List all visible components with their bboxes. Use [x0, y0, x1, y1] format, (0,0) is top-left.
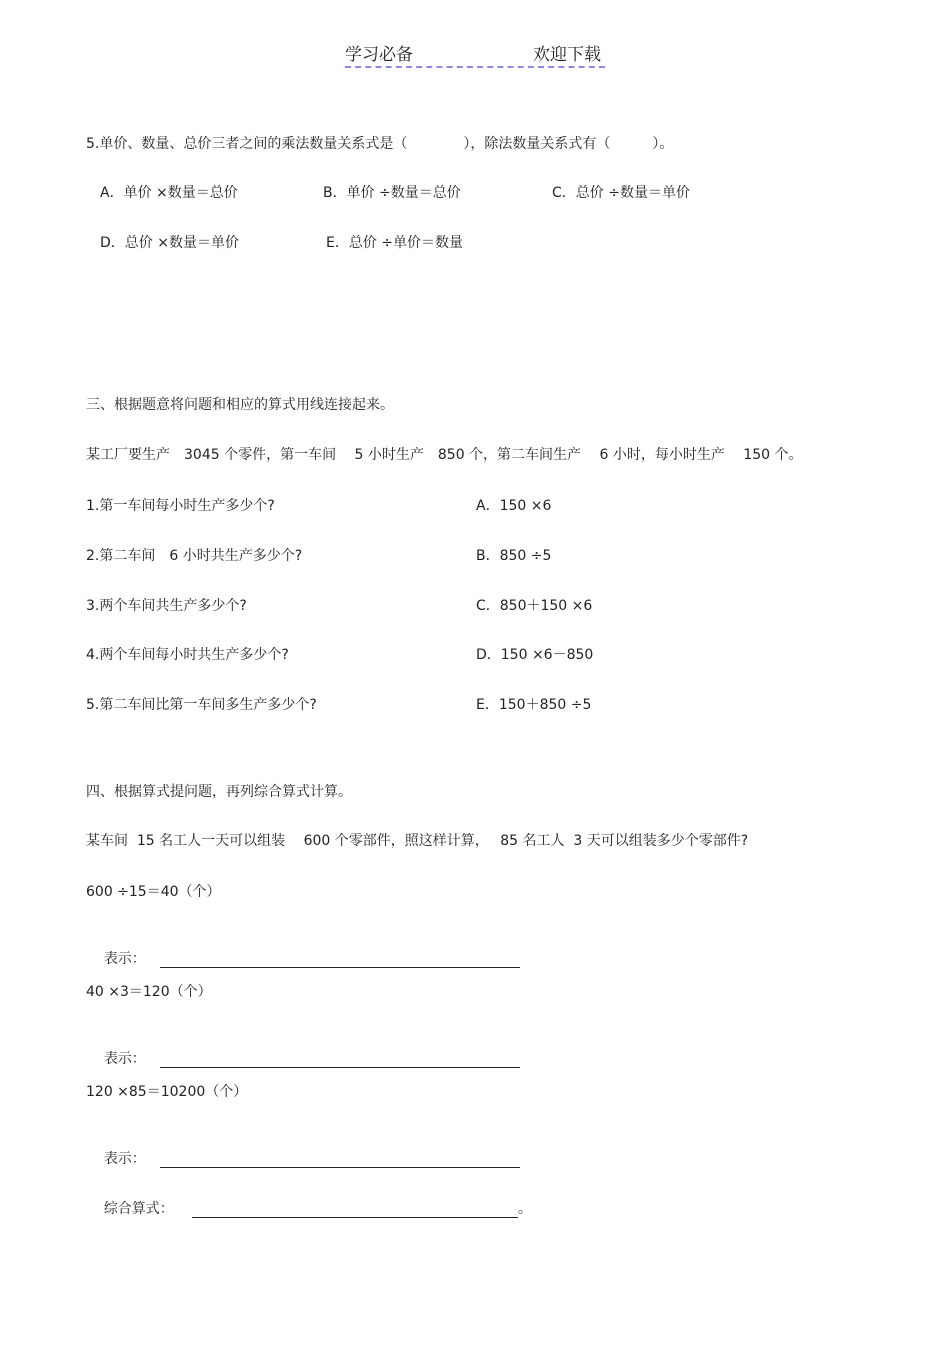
- q5-option-a: A．单价 ×数量＝总价: [100, 185, 238, 201]
- show-label: 表示：: [103, 1151, 146, 1167]
- section3-formula-b: B．850 ÷5: [476, 548, 552, 564]
- section3-question-5: 5.第二车间比第一车间多生产多少个?: [86, 697, 317, 713]
- combined-label: 综合算式：: [103, 1201, 174, 1217]
- answer-line-3: [86, 1132, 520, 1186]
- q5-stem: 5.单价、数量、总价三者之间的乘法数量关系式是（ ），除法数量关系式有（ ）。: [86, 136, 674, 152]
- header-left: 学习必备: [345, 45, 413, 65]
- answer-blank-2[interactable]: [160, 1053, 520, 1068]
- section4-intro: 某车间 15 名工人一天可以组装 600 个零部件，照这样计算， 85 名工人 3 天可以组装多少个零部件?: [86, 833, 749, 849]
- answer-line-1: [86, 932, 520, 986]
- answer-line-2: [86, 1032, 520, 1086]
- q5-option-c: C．总价 ÷数量＝单价: [552, 185, 690, 201]
- section3-title: 三、根据题意将问题和相应的算式用线连接起来。: [86, 397, 394, 413]
- answer-blank-3[interactable]: [160, 1153, 520, 1168]
- end-mark: 。: [517, 1201, 532, 1217]
- section4-title: 四、根据算式提问题，再列综合算式计算。: [86, 784, 352, 800]
- section3-question-4: 4.两个车间每小时共生产多少个?: [86, 647, 289, 663]
- q5-option-b: B．单价 ÷数量＝总价: [323, 185, 461, 201]
- show-label: 表示：: [103, 1051, 146, 1067]
- header-right: 欢迎下载: [533, 45, 601, 65]
- section3-question-3: 3.两个车间共生产多少个?: [86, 598, 247, 614]
- section3-question-2: 2.第二车间 6 小时共生产多少个?: [86, 548, 303, 564]
- equation-3: 120 ×85＝10200（个）: [86, 1084, 248, 1100]
- section3-formula-c: C．850＋150 ×6: [476, 598, 593, 614]
- section3-formula-e: E．150＋850 ÷5: [476, 697, 592, 713]
- section3-formula-d: D．150 ×6－850: [476, 647, 594, 663]
- show-label: 表示：: [103, 951, 146, 967]
- page-header: [345, 40, 605, 68]
- equation-2: 40 ×3＝120（个）: [86, 984, 212, 1000]
- combined-formula-line: [86, 1182, 532, 1236]
- combined-blank[interactable]: [192, 1203, 518, 1218]
- section3-question-1: 1.第一车间每小时生产多少个?: [86, 498, 275, 514]
- answer-blank-1[interactable]: [160, 953, 520, 968]
- section3-formula-a: A．150 ×6: [476, 498, 552, 514]
- section3-intro: 某工厂要生产 3045 个零件，第一车间 5 小时生产 850 个，第二车间生产 6 小时，每小时生产 150 个。: [86, 447, 803, 463]
- equation-1: 600 ÷15＝40（个）: [86, 884, 221, 900]
- q5-option-d: D．总价 ×数量＝单价: [100, 235, 239, 251]
- q5-option-e: E．总价 ÷单价＝数量: [326, 235, 464, 251]
